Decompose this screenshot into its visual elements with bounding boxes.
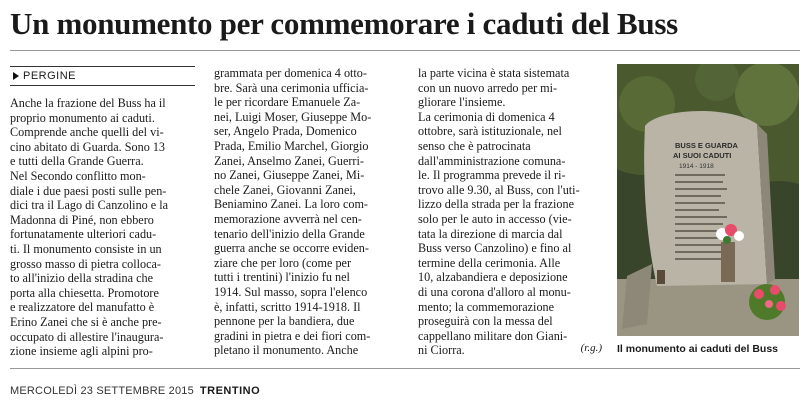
text-line: Madonna di Piné, non ebbero [10, 212, 154, 227]
text-line: 10, alzabandiera e deposizione [418, 270, 568, 285]
text-line: diale i due paesi posti sulle pen- [10, 183, 167, 198]
text-line: solo per le auto in accesso (vie- [418, 211, 572, 226]
text-line: con un nuovo arredo per mi- [418, 80, 558, 95]
section-name: PERGINE [23, 70, 77, 82]
text-line: Prada, Emilio Marchel, Giorgio [214, 138, 369, 153]
text-line: e tutti della Grande Guerra. [10, 154, 144, 169]
triangle-marker-icon [13, 72, 19, 80]
text-line: fortunatamente ulteriori cadu- [10, 227, 157, 242]
text-line: no Zanei, Giuseppe Zanei, Mi- [214, 168, 365, 183]
text-line: porta alla chiesetta. Promotore [10, 285, 159, 300]
author-signature: (r.g.) [580, 342, 602, 354]
text-line: nei, Luigi Moser, Giuseppe Mo- [214, 109, 372, 124]
text-line: tenario dell'inizio della Grande [214, 226, 365, 241]
text-line: Anche la frazione del Buss ha il [10, 96, 166, 110]
text-line: cappellano militare don Giani- [418, 328, 568, 343]
text-line: memorazione avverrà nel cen- [214, 211, 362, 226]
text-line: e realizzatore del manufatto è [10, 300, 155, 315]
top-rule [10, 50, 800, 51]
monument-photo-illustration [617, 64, 799, 336]
text-line: Beniamino Zanei. La loro com- [214, 197, 368, 212]
text-line: bre. Sarà una cerimonia ufficia- [214, 80, 369, 95]
text-line: tutti i trentini) l'inizio fu nel [214, 270, 350, 285]
text-line: termine della cerimonia. Alle [418, 255, 561, 270]
text-line: trovo alle 9.30, al Buss, con l'uti- [418, 182, 580, 197]
text-line: ti. Il monumento consiste in un [10, 241, 162, 256]
text-line: Buss verso Canzolino) e fino al [418, 241, 572, 256]
text-line: Zanei, Anselmo Zanei, Guerri- [214, 153, 364, 168]
monument-photo [617, 64, 799, 336]
text-line: gliorare l'insieme. [418, 95, 506, 110]
text-line: le per ricordare Emanuele Za- [214, 95, 361, 110]
text-line: lizzo della strada per la frazione [418, 197, 574, 212]
plaque-years: 1914 - 1918 [679, 163, 714, 170]
text-line: mento; la commemorazione [418, 299, 555, 314]
text-line: La cerimonia di domenica 4 [418, 109, 555, 124]
text-line: occupato di allestire l'inaugura- [10, 329, 164, 344]
text-line: ser, Angelo Prada, Domenico [214, 124, 357, 139]
article-column-2 [214, 66, 404, 358]
text-line: pletano il monumento. Anche [214, 343, 359, 358]
text-line: ziare che per loro (come per [214, 255, 352, 270]
text-line: Nel Secondo conflitto mon- [10, 168, 146, 183]
text-line: dall'amministrazione comuna- [418, 153, 566, 168]
text-line: le. Il programma prevede il ri- [418, 168, 566, 183]
text-line: to all'inizio della stradina che [10, 271, 153, 286]
text-line: tata la direzione di marcia dal [418, 226, 563, 241]
text-line: cino abitato di Guarda. Sono 13 [10, 139, 166, 154]
text-line: Erino Zanei che si è anche pre- [10, 314, 162, 329]
text-line: gradini in pietra e dei fiori com- [214, 328, 371, 343]
plaque-title-line-1: BUSS E GUARDA [675, 141, 738, 150]
text-line: ottobre, sarà istituzionale, nel [418, 124, 562, 139]
text-line: di una corona d'alloro al monu- [418, 284, 571, 299]
section-label [10, 66, 195, 86]
text-line: pennone per la bandiera, due [214, 314, 355, 329]
bottom-rule [10, 368, 800, 369]
text-line: dici tra il Lago di Canzolino e la [10, 198, 169, 213]
text-line: è, infatti, scritto 1914-1918. Il [214, 299, 361, 314]
text-line: la parte vicina è stata sistemata [418, 66, 570, 80]
article-column-3 [418, 66, 606, 358]
footer-date: MERCOLEDÌ 23 SETTEMBRE 2015 [10, 385, 194, 397]
text-line: proprio monumento ai caduti. [10, 110, 155, 125]
text-line: 1914. Sul masso, sopra l'elenco [214, 284, 368, 299]
text-line: Comprende anche quelli del vi- [10, 125, 164, 140]
text-line: guerra anche se occorre eviden- [214, 241, 369, 256]
text-line: grosso masso di pietra colloca- [10, 256, 161, 271]
footer-edition: TRENTINO [199, 385, 261, 397]
text-line: proseguirà con la messa del [418, 314, 553, 329]
article-column-1 [10, 96, 197, 359]
text-line: chele Zanei, Giovanni Zanei, [214, 182, 356, 197]
headline: Un monumento per commemorare i caduti del Buss [10, 6, 678, 41]
plaque-title-line-2: AI SUOI CADUTI [673, 151, 732, 160]
text-line: zione insieme agli alpini pro- [10, 344, 153, 359]
text-line: grammata per domenica 4 otto- [214, 66, 367, 80]
page-footer [10, 383, 260, 399]
text-line: senso che è patrocinata [418, 138, 531, 153]
photo-caption: Il monumento ai caduti del Buss [617, 343, 779, 355]
text-line: ni Ciorra. [418, 343, 465, 358]
